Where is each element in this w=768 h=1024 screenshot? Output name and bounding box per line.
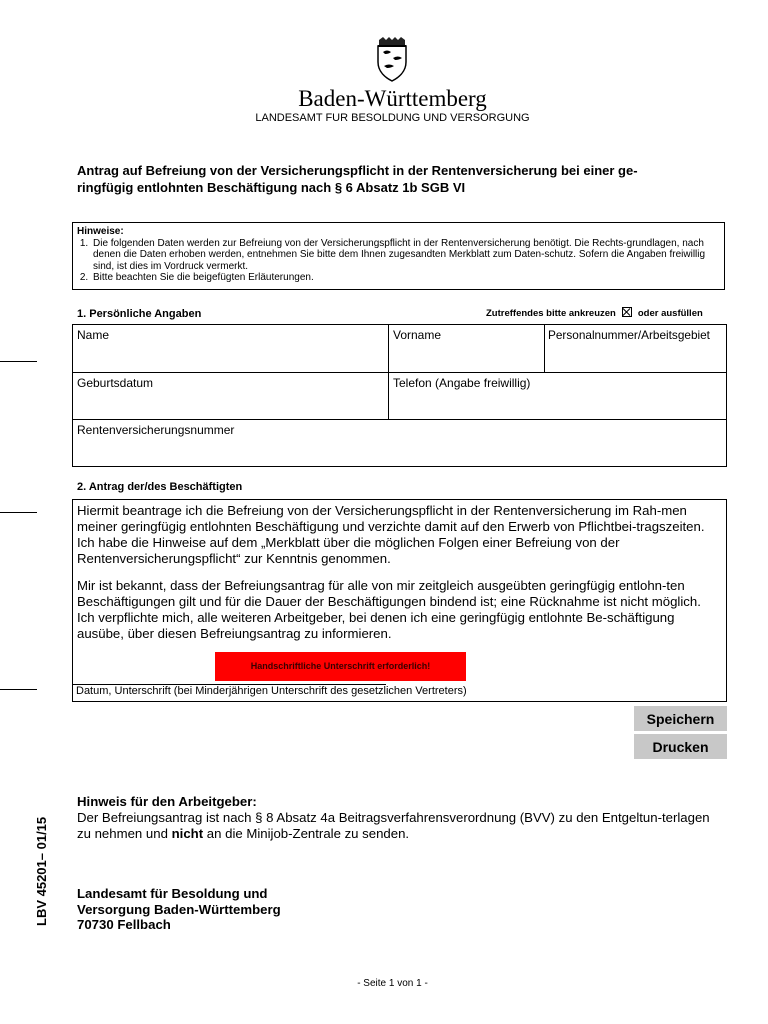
field-vorname-label: Vorname [393,328,442,342]
fold-mark [0,512,37,513]
employer-note-text-end: an die Minijob-Zentrale zu senden. [203,826,410,841]
field-rentenversicherungsnummer[interactable] [72,419,727,467]
employer-note-heading: Hinweis für den Arbeitgeber: [77,794,257,809]
field-rentenversicherungsnummer-label: Rentenversicherungsnummer [77,423,235,437]
checkbox-crossed-icon [622,307,632,317]
fill-hint-text-before: Zutreffendes bitte ankreuzen [486,308,616,319]
fold-mark [0,361,37,362]
field-telefon-label: Telefon (Angabe freiwillig) [393,376,531,390]
form-title-line-1: Antrag auf Befreiung von der Versicherungspflicht in der Rentenversicherung bei einer ge- [77,163,638,178]
form-number: LBV 45201– 01/15 [34,816,49,926]
employer-note-emphasis: nicht [171,826,204,841]
fill-hint-text-after: oder ausfüllen [637,308,703,319]
field-geburtsdatum-label: Geburtsdatum [77,376,154,390]
signature-required-field[interactable]: Handschriftliche Unterschrift erforderlich! [215,652,466,681]
agency-name: LANDESAMT FUR BESOLDUNG UND VERSORGUNG [255,112,530,124]
notes-item: 1. Die folgenden Daten werden zur Befreiung von der Versicherungspflicht in der Rentenversicherung benötigt. Die Rechts-grundlagen, nach denen die Daten erhoben werden, entnehmen Sie bitte dem Ihnen zugesandten Merkblatt zum Daten-schutz. Sofern die Angaben freiwillig sind, ist dies im Vordruck vermerkt. [91,238,720,273]
brand-name: Baden-Württemberg [298,86,487,111]
field-telefon[interactable] [388,372,727,420]
fill-hint [486,307,703,319]
employer-note [77,794,717,842]
notes-item: 2. Bitte beachten Sie die beigefügten Erläuterungen. [91,272,720,284]
signature-label: Datum, Unterschrift (bei Minderjährigen Unterschrift des gesetzlichen Vertreters) [76,685,467,697]
address-line-2: Versorgung Baden-Württemberg [77,901,281,917]
form-title-line-2: ringfügig entlohnten Beschäftigung nach § 6 Absatz 1b SGB VI [77,180,466,195]
form-title [77,162,717,196]
field-personalnummer-label: Personalnummer/Arbeitsgebiet [548,328,710,342]
page-number: - Seite 1 von 1 - [357,978,428,989]
field-vorname[interactable] [388,324,545,373]
application-paragraph-2: Mir ist bekannt, dass der Befreiungsantrag für alle von mir zeitgleich ausgeübten geringfügig entlohn-ten Beschäftigungen gilt und für die Dauer der Beschäftigungen bindend ist; eine Rücknahme ist nicht möglich. Ich verpflichte mich, alle weiteren Arbeitgeber, bei denen ich eine geringfügig entlohnte Be-schäftigung ausübe, über diesen Befreiungsantrag zu informieren. [77,578,701,641]
return-address [77,886,281,933]
field-geburtsdatum[interactable] [72,372,389,420]
employer-note-text-start: Der Befreiungsantrag ist nach § 8 Absatz 4a Beitragsverfahrensverordnung (BVV) zu den Entgeltun-terlagen zu nehmen und [77,810,710,841]
application-paragraph-1: Hiermit beantrage ich die Befreiung von der Versicherungspflicht in der Rentenversicherung im Rah-men meiner geringfügig entlohnten Beschäftigung und verzichte damit auf den Erwerb von Pflichtbei-tragszeiten. Ich habe die Hinweise auf dem „Merkblatt über die möglichen Folgen einer Befreiung von der Rentenversicherungspflicht“ zur Kenntnis genommen. [77,503,705,566]
field-personalnummer[interactable] [544,324,727,373]
state-coat-of-arms-icon [373,36,411,82]
fold-mark [0,689,37,690]
save-button[interactable]: Speichern [634,706,727,731]
employer-note-text [77,810,717,842]
field-name[interactable] [72,324,389,373]
notes-heading: Hinweise: [77,226,124,237]
notes-box [72,222,725,290]
section-1-heading: 1. Persönliche Angaben [77,308,202,320]
address-line-3: 70730 Fellbach [77,917,171,932]
notes-list [77,238,720,284]
print-button[interactable]: Drucken [634,734,727,759]
field-name-label: Name [77,328,110,342]
section-2-heading: 2. Antrag der/des Beschäftigten [77,481,243,493]
address-line-1: Landesamt für Besoldung und [77,886,268,901]
